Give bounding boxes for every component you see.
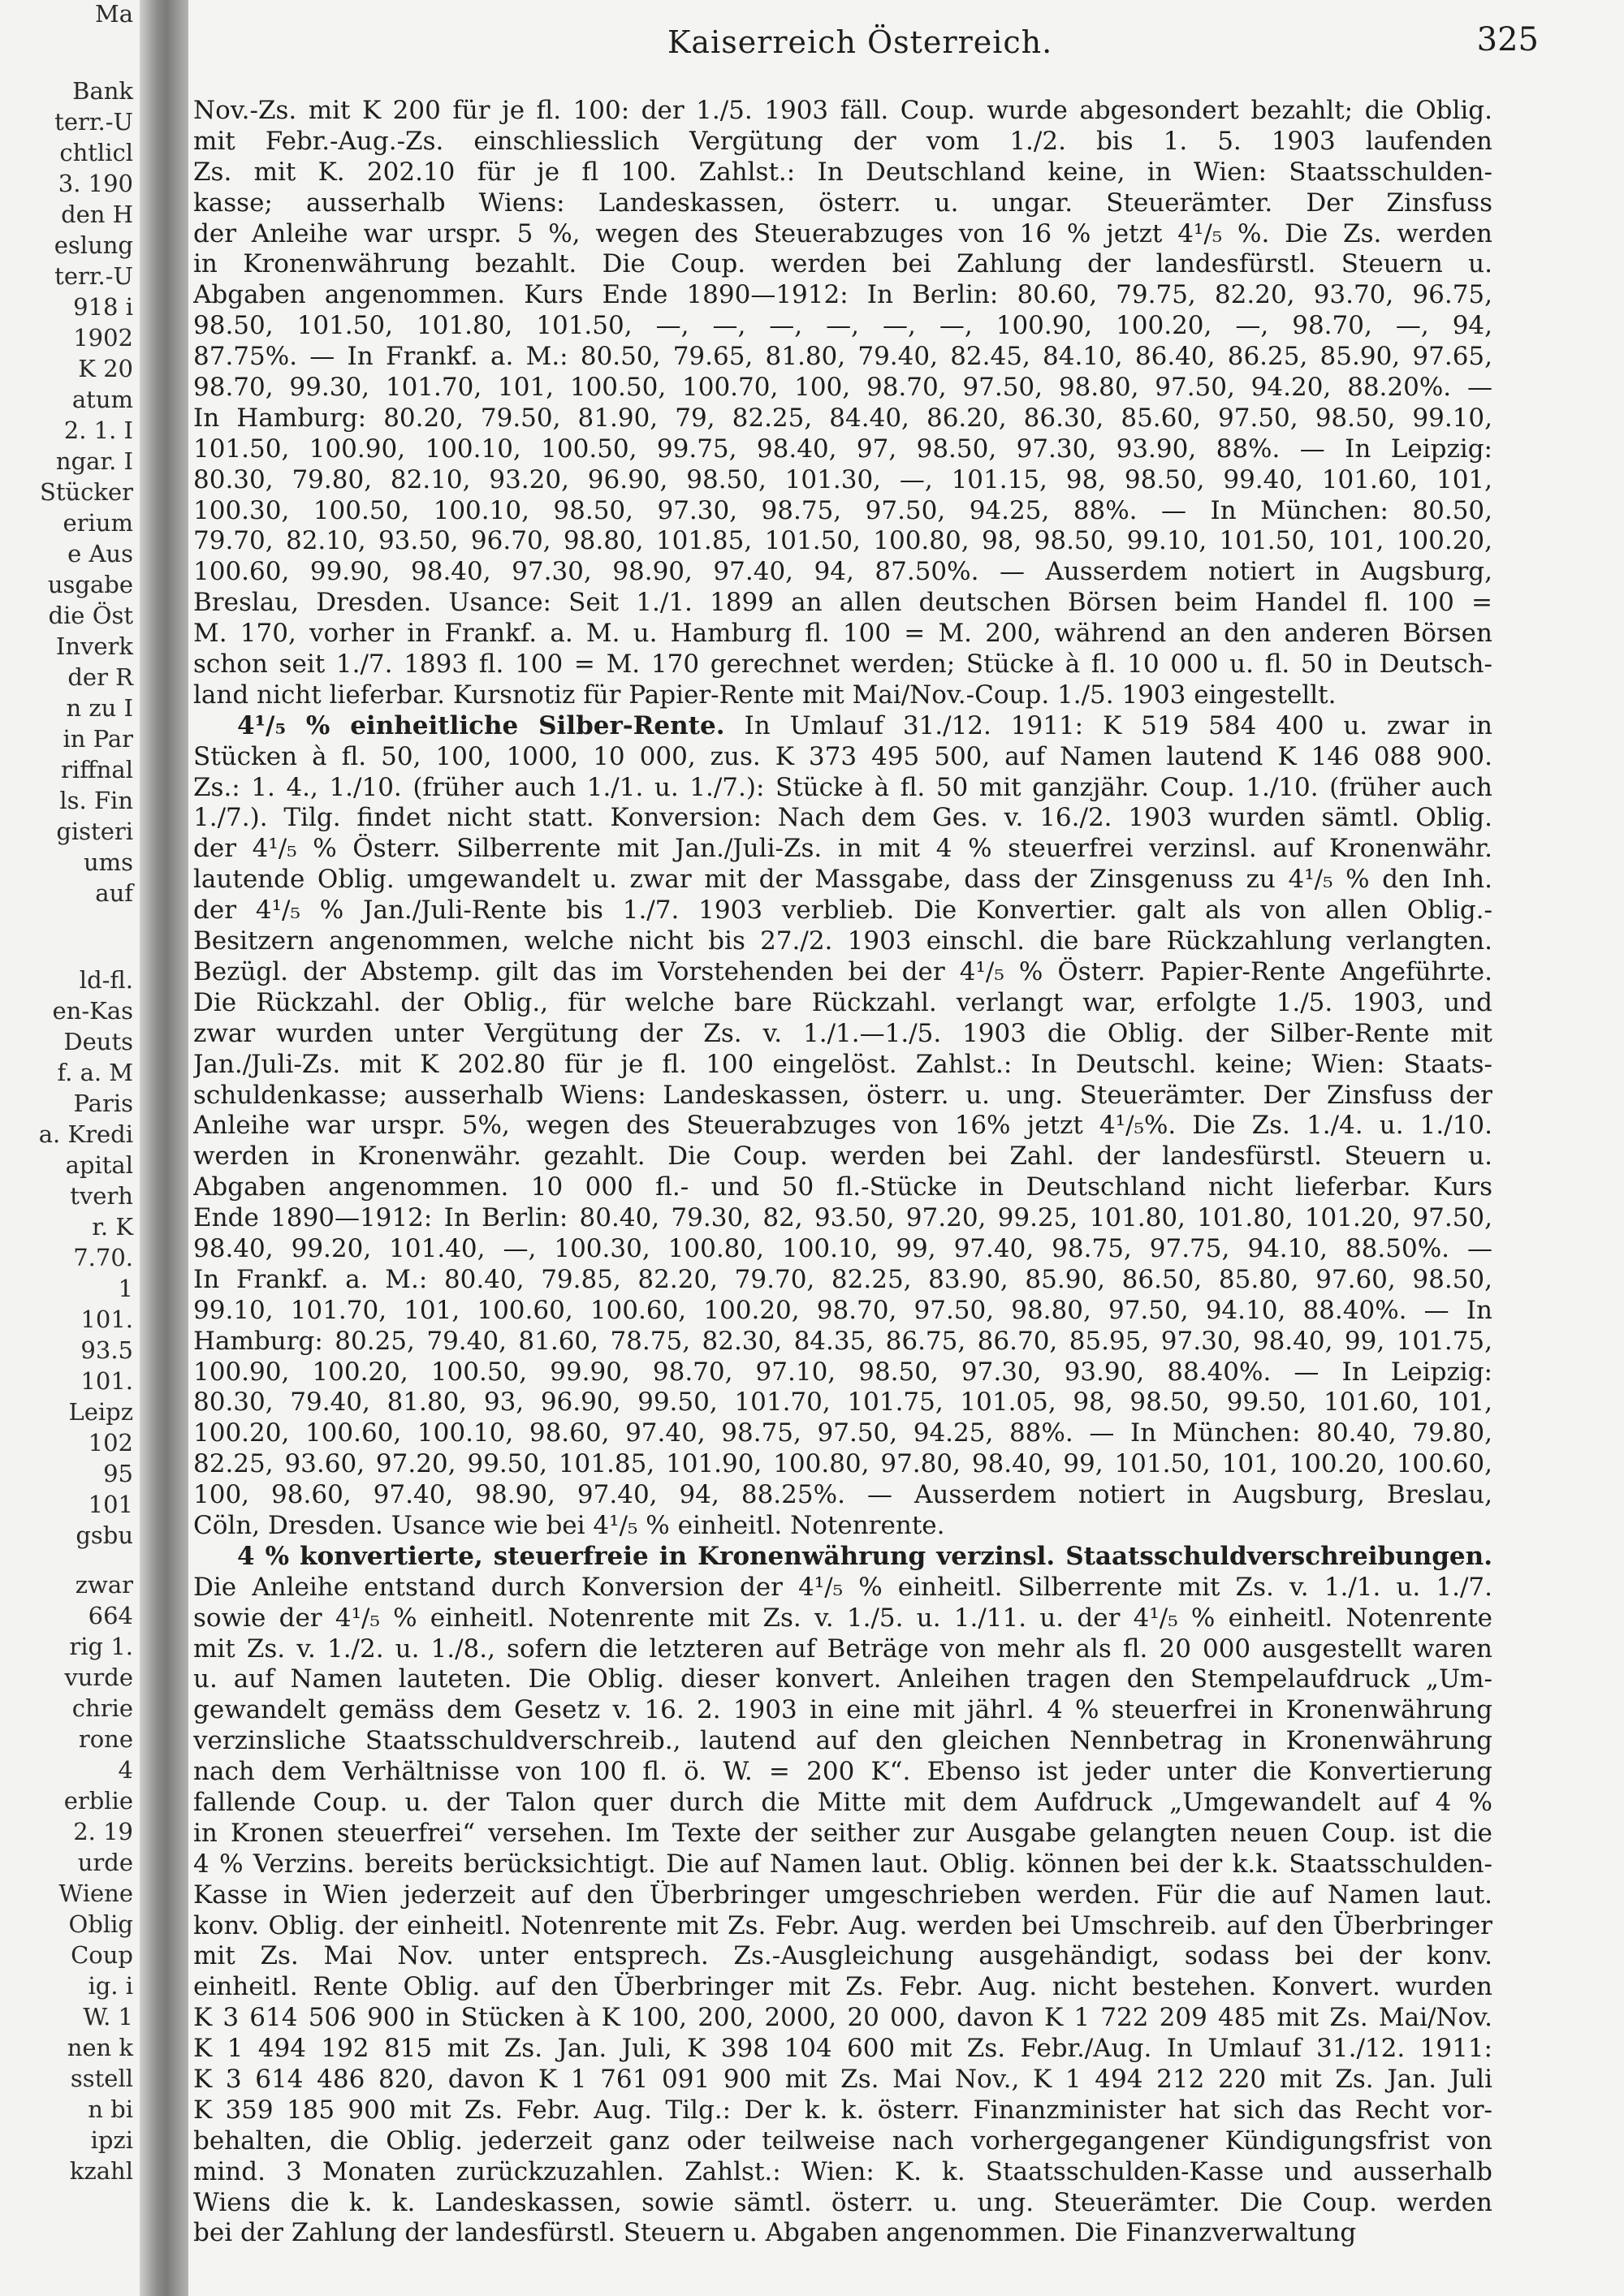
text-line: 100.30, 100.50, 100.10, 98.50, 97.30, 98.75, 97.50, 94.25, 88%. — In München: 80.50, <box>193 495 1492 525</box>
text-line: K 1 494 192 815 mit Zs. Jan. Juli, K 398 104 600 mit Zs. Febr./Aug. In Umlauf 31./12. 1911: <box>193 2034 1492 2064</box>
left-margin-fragment: Paris <box>73 1090 133 1117</box>
left-margin-fragment: terr.-U <box>54 108 133 136</box>
text-line: nach dem Verhältnisse von 100 fl. ö. W. = 200 K“. Ebenso ist jeder unter die Konvertierung <box>193 1757 1492 1787</box>
left-margin-fragment: n bi <box>88 2095 133 2123</box>
left-margin-fragment: W. 1 <box>83 2003 133 2031</box>
text-line: 100.20, 100.60, 100.10, 98.60, 97.40, 98.75, 97.50, 94.25, 88%. — In München: 80.40, 79.80, <box>193 1418 1492 1448</box>
text-line: 98.50, 101.50, 101.80, 101.50, —, —, —, —, —, —, 100.90, 100.20, —, 98.70, —, 94, <box>193 311 1492 341</box>
book-page <box>188 0 1624 2296</box>
left-margin-fragment: ls. Fin <box>59 787 133 814</box>
text-line: der Anleihe war urspr. 5 %, wegen des Steuerabzuges von 16 % jetzt 4¹/₅ %. Die Zs. werden <box>193 218 1492 248</box>
text-line: der 4¹/₅ % Jan./Juli-Rente bis 1./7. 1903 verblieb. Die Konvertier. galt als von allen Oblig.- <box>193 896 1492 926</box>
text-line: K 3 614 506 900 in Stücken à K 100, 200, 2000, 20 000, davon K 1 722 209 485 mit Zs. Mai/Nov. <box>193 2003 1492 2033</box>
text-line: behalten, die Oblig. jederzeit ganz oder teilweise nach vorhergegangener Kündigungsfrist von <box>193 2126 1492 2156</box>
left-margin-fragment: urde <box>77 1849 133 1876</box>
left-margin-fragment: 2. 19 <box>73 1818 133 1845</box>
left-margin-fragment: riffnal <box>61 756 133 783</box>
left-margin-fragment: 4 <box>118 1756 133 1784</box>
left-margin-fragment: Oblig <box>68 1910 133 1938</box>
left-margin-fragment: kzahl <box>69 2157 133 2185</box>
text-line: Abgaben angenommen. 10 000 fl.- und 50 fl.-Stücke in Deutschland nicht lieferbar. Kurs <box>193 1172 1492 1202</box>
left-margin-fragment: chrie <box>71 1694 133 1722</box>
text-line: K 3 614 486 820, davon K 1 761 091 900 mit Zs. Mai Nov., K 1 494 212 220 mit Zs. Jan. Juli <box>193 2065 1492 2094</box>
left-margin-fragment: chtlicl <box>59 139 133 166</box>
left-margin-fragment: 101. <box>80 1367 133 1395</box>
text-line: Kasse in Wien jederzeit auf den Überbringer umgeschrieben werden. Für die auf Namen laut. <box>193 1880 1492 1910</box>
left-margin-fragment: zwar <box>75 1571 133 1599</box>
left-margin-fragment: Ma <box>95 0 133 28</box>
left-margin-fragment: Deuts <box>63 1028 133 1055</box>
left-margin-fragment: 3. 190 <box>58 170 133 197</box>
left-margin-fragment: nen k <box>67 2034 133 2061</box>
left-margin-fragment: 1902 <box>73 324 133 352</box>
text-line: Jan./Juli-Zs. mit K 202.80 für je fl. 100 eingelöst. Zahlst.: In Deutschl. keine; Wien: Staats- <box>193 1049 1492 1079</box>
left-margin-fragment: rig 1. <box>69 1633 133 1660</box>
page-number: 325 <box>1476 21 1539 58</box>
left-margin-fragment: atum <box>71 386 133 413</box>
left-margin-fragment: ig. i <box>88 1972 133 2000</box>
left-margin-fragment: 7.70. <box>73 1244 133 1271</box>
text-line: fallende Coup. u. der Talon quer durch die Mitte mit dem Aufdruck „Umgewandelt auf 4 % <box>193 1787 1492 1817</box>
left-margin-fragment: 1 <box>118 1275 133 1302</box>
text-line: in Kronenwährung bezahlt. Die Coup. werden bei Zahlung der landesfürstl. Steuern u. <box>193 249 1492 279</box>
text-line: land nicht lieferbar. Kursnotiz für Papier-Rente mit Mai/Nov.-Coup. 1./5. 1903 eingestellt. <box>193 680 1337 710</box>
text-line: der 4¹/₅ % Österr. Silberrente mit Jan./Juli-Zs. in mit 4 % steuerfrei verzinsl. auf Kronenwähr. <box>193 834 1492 864</box>
text-line: 4 % Verzins. bereits berücksichtigt. Die auf Namen laut. Oblig. können bei der k.k. Staatsschulden- <box>193 1849 1492 1879</box>
left-margin-fragment: eslung <box>54 231 133 259</box>
text-line: mind. 3 Monaten zurückzuzahlen. Zahlst.: Wien: K. k. Staatsschulden-Kasse und ausserhalb <box>193 2156 1492 2186</box>
text-line: 87.75%. — In Frankf. a. M.: 80.50, 79.65, 81.80, 79.40, 82.45, 84.10, 86.40, 86.25, 85.90, 97.65, <box>193 342 1492 372</box>
left-margin-fragment: 2. 1. I <box>63 416 133 444</box>
left-margin-fragment: erium <box>63 509 133 537</box>
text-line: Cöln, Dresden. Usance wie bei 4¹/₅ % einheitl. Notenrente. <box>193 1510 945 1540</box>
left-margin-fragment: Wiene <box>58 1880 133 1907</box>
left-margin-fragment: erblie <box>63 1787 133 1815</box>
left-margin-fragment: Leipz <box>68 1398 133 1426</box>
text-line: Ende 1890—1912: In Berlin: 80.40, 79.30, 82, 93.50, 97.20, 99.25, 101.80, 101.80, 101.20, 97.50, <box>193 1203 1492 1233</box>
left-margin-fragment: Stücker <box>39 478 133 506</box>
left-margin-fragment: ums <box>83 848 133 876</box>
text-line: Anleihe war urspr. 5%, wegen des Steuerabzuges von 16% jetzt 4¹/₅%. Die Zs. 1./4. u. 1./10. <box>193 1111 1492 1141</box>
text-line: Zs. mit K. 202.10 für je fl 100. Zahlst.: In Deutschland keine, in Wien: Staatsschulden- <box>193 157 1492 187</box>
section-heading: 4 % konvertierte, steuerfreie in Kronenwährung verzinsl. Staatsschuldverschreibungen. <box>237 1541 1492 1571</box>
left-margin-fragment: den H <box>61 201 133 228</box>
left-margin-fragment: usgabe <box>47 571 133 598</box>
text-line-content: In Umlauf 31./12. 1911: K 519 584 400 u. zwar in <box>744 710 1492 740</box>
text-line: zwar wurden unter Vergütung der Zs. v. 1./1.—1./5. 1903 die Oblig. der Silber-Rente mit <box>193 1018 1492 1048</box>
left-margin-fragment: n zu I <box>66 694 133 722</box>
left-margin-fragment: rone <box>78 1725 133 1753</box>
text-line: M. 170, vorher in Frankf. a. M. u. Hamburg fl. 100 = M. 200, während an den anderen Börsen <box>193 619 1492 649</box>
left-margin-fragment: gisteri <box>56 818 133 845</box>
left-margin-fragment: en-Kas <box>52 997 133 1025</box>
text-line: mit Zs. v. 1./2. u. 1./8., sofern die letzteren auf Beträge von mehr als fl. 20 000 ausgestellt waren <box>193 1634 1492 1664</box>
text-line: Stücken à fl. 50, 100, 1000, 10 000, zus. K 373 495 500, auf Namen lautend K 146 088 900. <box>193 741 1492 771</box>
text-line: werden in Kronenwähr. gezahlt. Die Coup. werden bei Zahl. der landesfürstl. Steuern u. <box>193 1142 1492 1172</box>
text-line: 99.10, 101.70, 101, 100.60, 100.60, 100.20, 98.70, 97.50, 98.80, 97.50, 94.10, 88.40%. — In <box>193 1295 1492 1325</box>
left-margin-fragment: apital <box>65 1151 133 1179</box>
text-line: 101.50, 100.90, 100.10, 100.50, 99.75, 98.40, 97, 98.50, 97.30, 93.90, 88%. — In Leipzig: <box>193 434 1492 464</box>
left-margin-fragment: Bank <box>72 77 133 105</box>
text-line: Breslau, Dresden. Usance: Seit 1./1. 1899 an allen deutschen Börsen beim Handel fl. 100 = <box>193 588 1492 618</box>
text-line: gewandelt gemäss dem Gesetz v. 16. 2. 1903 in eine mit jährl. 4 % steuerfrei in Kronenwährung <box>193 1695 1492 1725</box>
adjacent-page-margin <box>0 0 140 2296</box>
left-margin-fragment: vurde <box>64 1664 133 1691</box>
text-line: Nov.-Zs. mit K 200 für je fl. 100: der 1./5. 1903 fäll. Coup. wurde abgesondert bezahlt; die Oblig. <box>193 96 1492 125</box>
left-margin-fragment: 101. <box>80 1306 133 1333</box>
text-line: mit Zs. Mai Nov. unter entsprech. Zs.-Ausgleichung ausgehändigt, sodass bei der konv. <box>193 1941 1492 1971</box>
section-heading: 4¹/₅ % einheitliche Silber-Rente. <box>237 710 725 740</box>
text-line: mit Febr.-Aug.-Zs. einschliesslich Vergütung der vom 1./2. bis 1. 5. 1903 laufenden <box>193 126 1492 156</box>
text-line: in Kronen steuerfrei“ versehen. Im Texte der seither zur Ausgabe gelangten neuen Coup. ist die <box>193 1818 1492 1848</box>
book-gutter <box>140 0 188 2296</box>
left-margin-fragment: terr.-U <box>54 262 133 290</box>
text-line <box>193 1542 1492 1573</box>
left-margin-fragment: gsbu <box>76 1521 133 1549</box>
text-line: Wiens die k. k. Landeskassen, sowie sämtl. österr. u. ung. Steuerämter. Die Coup. werden <box>193 2187 1492 2217</box>
left-margin-fragment: die Öst <box>48 602 133 629</box>
text-line: 82.25, 93.60, 97.20, 99.50, 101.85, 101.90, 100.80, 97.80, 98.40, 99, 101.50, 101, 100.20, 100.60, <box>193 1449 1492 1479</box>
text-line: Abgaben angenommen. Kurs Ende 1890—1912: In Berlin: 80.60, 79.75, 82.20, 93.70, 96.75, <box>193 280 1492 310</box>
body-text <box>188 96 1492 2249</box>
text-line: Hamburg: 80.25, 79.40, 81.60, 78.75, 82.30, 84.35, 86.75, 86.70, 85.95, 97.30, 98.40, 99, 101.75, <box>193 1326 1492 1356</box>
text-line: konv. Oblig. der einheitl. Notenrente mit Zs. Febr. Aug. werden bei Umschreib. auf den Überbringer <box>193 1910 1492 1940</box>
left-margin-fragment: r. K <box>92 1213 133 1241</box>
text-line: u. auf Namen lauteten. Die Oblig. dieser konvert. Anleihen tragen den Stempelaufdruck „Um- <box>193 1664 1492 1694</box>
text-line: 98.40, 99.20, 101.40, —, 100.30, 100.80, 100.10, 99, 97.40, 98.75, 97.75, 94.10, 88.50%. — <box>193 1233 1492 1263</box>
text-line: Besitzern angenommen, welche nicht bis 27./2. 1903 einschl. die bare Rückzahlung verlangten. <box>193 926 1492 956</box>
running-head: Kaiserreich Österreich. <box>667 24 1053 60</box>
left-margin-fragment: 101 <box>88 1491 133 1518</box>
left-margin-fragment: sstell <box>70 2065 133 2092</box>
left-margin-fragment: Coup <box>71 1941 133 1969</box>
left-margin-fragment: Inverk <box>55 632 133 660</box>
text-line: bei der Zahlung der landesfürstl. Steuern u. Abgaben angenommen. Die Finanzverwaltung <box>193 2218 1357 2248</box>
left-margin-fragment: ld-fl. <box>79 966 133 994</box>
text-line: 100, 98.60, 97.40, 98.90, 97.40, 94, 88.25%. — Ausserdem notiert in Augsburg, Breslau, <box>193 1480 1492 1510</box>
text-line: 79.70, 82.10, 93.50, 96.70, 98.80, 101.85, 101.50, 100.80, 98, 98.50, 99.10, 101.50, 101, 100.20, <box>193 526 1492 556</box>
text-line: Bezügl. der Abstemp. gilt das im Vorstehenden bei der 4¹/₅ % Österr. Papier-Rente Angeführte. <box>193 956 1492 986</box>
left-margin-fragment: der R <box>67 663 133 691</box>
text-line: Die Anleihe entstand durch Konversion der 4¹/₅ % einheitl. Silberrente mit Zs. v. 1./1. u. 1./7. <box>193 1572 1492 1602</box>
text-line <box>193 711 1492 742</box>
text-line: 100.60, 99.90, 98.40, 97.30, 98.90, 97.40, 94, 87.50%. — Ausserdem notiert in Augsburg, <box>193 557 1492 587</box>
text-line: lautende Oblig. umgewandelt u. zwar mit der Massgabe, dass der Zinsgenuss zu 4¹/₅ % den Inh. <box>193 865 1492 895</box>
text-line: schon seit 1./7. 1893 fl. 100 = M. 170 gerechnet werden; Stücke à fl. 10 000 u. fl. 50 in Deutsch- <box>193 650 1492 680</box>
left-margin-fragment: in Par <box>63 725 133 753</box>
text-line: 1./7.). Tilg. findet nicht statt. Konversion: Nach dem Ges. v. 16./2. 1903 wurden sämtl. Oblig. <box>193 803 1492 833</box>
left-margin-fragment: 95 <box>103 1460 133 1487</box>
left-margin-fragment: a. Kredi <box>38 1120 133 1148</box>
left-margin-fragment: 102 <box>88 1429 133 1457</box>
text-line: 80.30, 79.80, 82.10, 93.20, 96.90, 98.50, 101.30, —, 101.15, 98, 98.50, 99.40, 101.60, 101, <box>193 464 1492 494</box>
text-line: 100.90, 100.20, 100.50, 99.90, 98.70, 97.10, 98.50, 97.30, 93.90, 88.40%. — In Leipzig: <box>193 1357 1492 1387</box>
left-margin-fragment: ngar. I <box>55 447 133 475</box>
text-line: Die Rückzahl. der Oblig., für welche bare Rückzahl. verlangt war, erfolgte 1./5. 1903, und <box>193 987 1492 1017</box>
left-margin-fragment: e Aus <box>67 540 133 568</box>
text-line: schuldenkasse; ausserhalb Wiens: Landeskassen, österr. u. ung. Steuerämter. Der Zinsfuss der <box>193 1080 1492 1110</box>
text-line: 80.30, 79.40, 81.80, 93, 96.90, 99.50, 101.70, 101.75, 101.05, 98, 98.50, 99.50, 101.60, 101, <box>193 1388 1492 1418</box>
left-margin-fragment: tverh <box>70 1182 133 1210</box>
text-line: K 359 185 900 mit Zs. Febr. Aug. Tilg.: Der k. k. österr. Finanzminister hat sich das Recht vor- <box>193 2095 1492 2125</box>
text-line: In Hamburg: 80.20, 79.50, 81.90, 79, 82.25, 84.40, 86.20, 86.30, 85.60, 97.50, 98.50, 99.10, <box>193 403 1492 433</box>
text-line: In Frankf. a. M.: 80.40, 79.85, 82.20, 79.70, 82.25, 83.90, 85.90, 86.50, 85.80, 97.60, 98.50, <box>193 1264 1492 1294</box>
text-line: verzinsliche Staatsschuldverschreib., lautend auf den gleichen Nennbetrag in Kronenwährung <box>193 1726 1492 1756</box>
text-line: sowie der 4¹/₅ % einheitl. Notenrente mit Zs. v. 1./5. u. 1./11. u. der 4¹/₅ % einheitl. Notenrente <box>193 1603 1492 1633</box>
text-line: Zs.: 1. 4., 1./10. (früher auch 1./1. u. 1./7.): Stücke à fl. 50 mit ganzjähr. Coup. 1./10. (früher auch <box>193 772 1492 802</box>
left-margin-fragment: auf <box>95 879 133 907</box>
left-margin-fragment: 664 <box>88 1602 133 1629</box>
text-line: einheitl. Rente Oblig. auf den Überbringer mit Zs. Febr. Aug. nicht bestehen. Konvert. wurden <box>193 1972 1492 2002</box>
left-margin-fragment: K 20 <box>78 355 133 382</box>
left-margin-fragment: f. a. M <box>57 1059 133 1086</box>
text-line: kasse; ausserhalb Wiens: Landeskassen, österr. u. ungar. Steuerämter. Der Zinsfuss <box>193 188 1492 218</box>
left-margin-fragment: 918 i <box>73 293 133 321</box>
text-line: 98.70, 99.30, 101.70, 101, 100.50, 100.70, 100, 98.70, 97.50, 98.80, 97.50, 94.20, 88.20%. — <box>193 373 1492 403</box>
left-margin-fragment: ipzi <box>90 2126 133 2154</box>
left-margin-fragment: 93.5 <box>80 1336 133 1364</box>
